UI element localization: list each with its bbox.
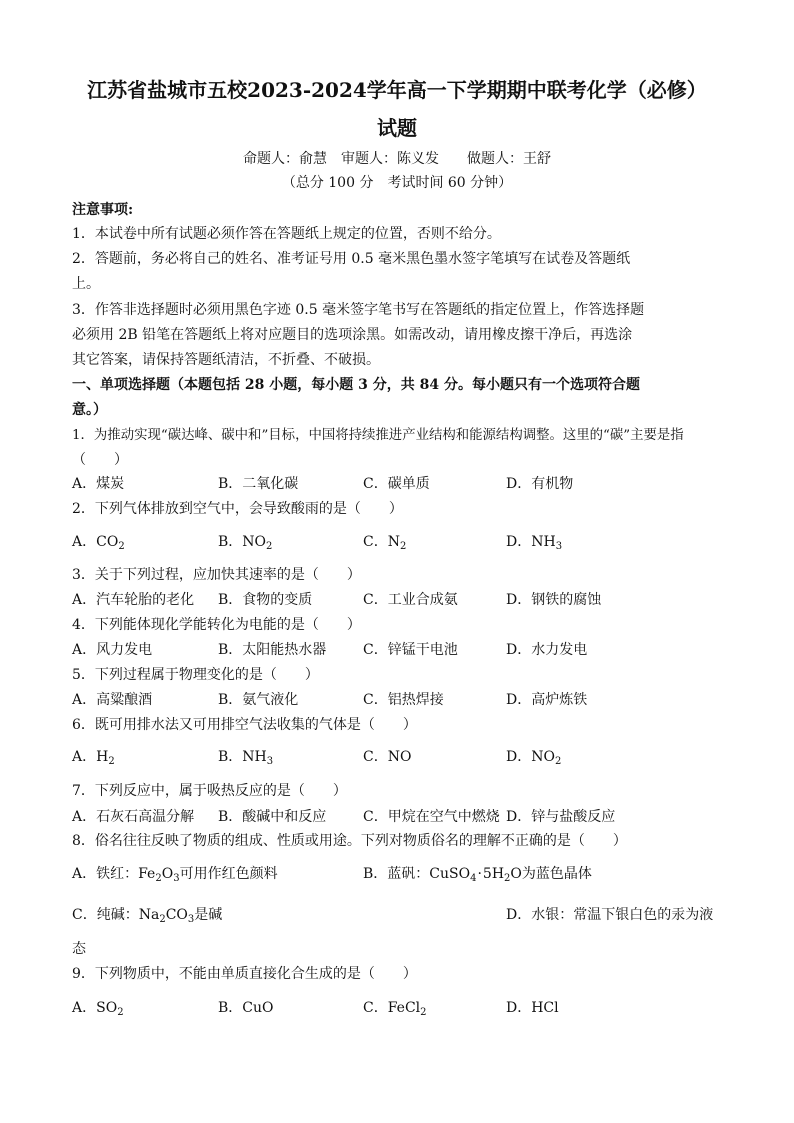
q9-stem: 9．下列物质中，不能由单质直接化合生成的是（ ） (72, 966, 417, 982)
q7-option-c: C．甲烷在空气中燃烧 (363, 809, 500, 825)
q8-option-d-continued: 态 (72, 941, 86, 957)
q5-option-a: A．高粱酿酒 (72, 692, 153, 708)
notice-item-3a: 3．作答非选择题时必须用黑色字迹 0.5 毫米签字笔书写在答题纸的指定位置上，作答选择题 (72, 302, 645, 318)
q6-stem: 6．既可用排水法又可用排空气法收集的气体是（ ） (72, 717, 417, 733)
q1-option-b: B．二氧化碳 (218, 476, 299, 492)
q5-stem: 5．下列过程属于物理变化的是（ ） (72, 667, 319, 683)
q6-option-b: B．$NH_3$ (218, 749, 274, 767)
q1-option-a: A．煤炭 (72, 476, 125, 492)
q3-option-a: A．汽车轮胎的老化 (72, 592, 195, 608)
q1-option-c: C．碳单质 (363, 476, 430, 492)
notice-item-2a: 2．答题前，务必将自己的姓名、准考证号用 0.5 毫米黑色墨水签字笔填写在试卷及答题纸 (72, 251, 631, 267)
q5-option-c: C．铝热焊接 (363, 692, 444, 708)
q3-option-c: C．工业合成氨 (363, 592, 458, 608)
notice-heading: 注意事项: (72, 202, 134, 218)
q9-option-c: C．FeCl$_2$ (363, 1000, 427, 1018)
q1-option-d: D．有机物 (506, 476, 574, 492)
q8-stem: 8．俗名往往反映了物质的组成、性质或用途。下列对物质俗名的理解不正确的是（ ） (72, 833, 627, 849)
score-time-line: （总分 100 分 考试时间 60 分钟） (281, 175, 513, 191)
q7-option-d: D．锌与盐酸反应 (506, 809, 616, 825)
q9-option-a: A．$SO_2$ (72, 1000, 124, 1018)
notice-item-3b: 必须用 2B 铅笔在答题纸上将对应题目的选项涂黑。如需改动，请用橡皮擦干净后，再选涂 (72, 327, 633, 343)
q8-option-c: C．纯碱：$Na_2CO_3$是碱 (72, 907, 223, 925)
q8-option-b: B．蓝矾：$CuSO_4\cdot 5H_2O$为蓝色晶体 (363, 866, 592, 884)
q7-option-b: B．酸碱中和反应 (218, 809, 327, 825)
exam-title-line1: 江苏省盐城市五校2023-2024学年高一下学期期中联考化学（必修） (87, 78, 707, 102)
q1-stem-b: （ ） (72, 452, 128, 468)
section1-heading-a: 一、单项选择题（本题包括 28 小题，每小题 3 分，共 84 分。每小题只有一个选项符合题 (72, 377, 640, 393)
q6-option-a: A．$H_2$ (72, 749, 115, 767)
q6-option-c: C．NO (363, 749, 412, 765)
q3-option-d: D．钢铁的腐蚀 (506, 592, 602, 608)
section1-heading-b: 意。） (72, 402, 107, 418)
exam-title-line2: 试题 (377, 116, 417, 140)
authors-line: 命题人：俞慧 审题人：陈义发 做题人：王舒 (243, 151, 551, 167)
q1-stem-a: 1．为推动实现“碳达峰、碳中和”目标，中国将持续推进产业结构和能源结构调整。这里的“碳”主要是指 (72, 428, 684, 443)
q9-option-d: D．HCl (506, 1000, 559, 1016)
notice-item-1: 1．本试卷中所有试题必须作答在答题纸上规定的位置，否则不给分。 (72, 226, 501, 242)
q4-option-b: B．太阳能热水器 (218, 642, 327, 658)
q8-option-d: D．水银：常温下银白色的汞为液 (506, 907, 714, 923)
q2-stem: 2．下列气体排放到空气中，会导致酸雨的是（ ） (72, 501, 403, 517)
notice-item-3c: 其它答案，请保持答题纸清洁，不折叠、不破损。 (72, 352, 380, 368)
q2-option-d: D．$NH_3$ (506, 534, 563, 552)
q7-option-a: A．石灰石高温分解 (72, 809, 195, 825)
notice-item-2b: 上。 (72, 276, 100, 292)
q4-option-d: D．水力发电 (506, 642, 588, 658)
q9-option-b: B．CuO (218, 1000, 274, 1016)
q4-option-c: C．锌锰干电池 (363, 642, 458, 658)
q2-option-a: A．$CO_2$ (72, 534, 125, 552)
q8-option-a: A．铁红：$Fe_2O_3$可用作红色颜料 (72, 866, 278, 884)
q7-stem: 7．下列反应中，属于吸热反应的是（ ） (72, 783, 347, 799)
q3-stem: 3．关于下列过程，应加快其速率的是（ ） (72, 567, 361, 583)
q4-stem: 4．下列能体现化学能转化为电能的是（ ） (72, 617, 361, 633)
q2-option-b: B．$NO_2$ (218, 534, 273, 552)
q6-option-d: D．$NO_2$ (506, 749, 562, 767)
q2-option-c: C．$N_2$ (363, 534, 407, 552)
q5-option-d: D．高炉炼铁 (506, 692, 588, 708)
q5-option-b: B．氨气液化 (218, 692, 299, 708)
q4-option-a: A．风力发电 (72, 642, 153, 658)
q3-option-b: B．食物的变质 (218, 592, 313, 608)
